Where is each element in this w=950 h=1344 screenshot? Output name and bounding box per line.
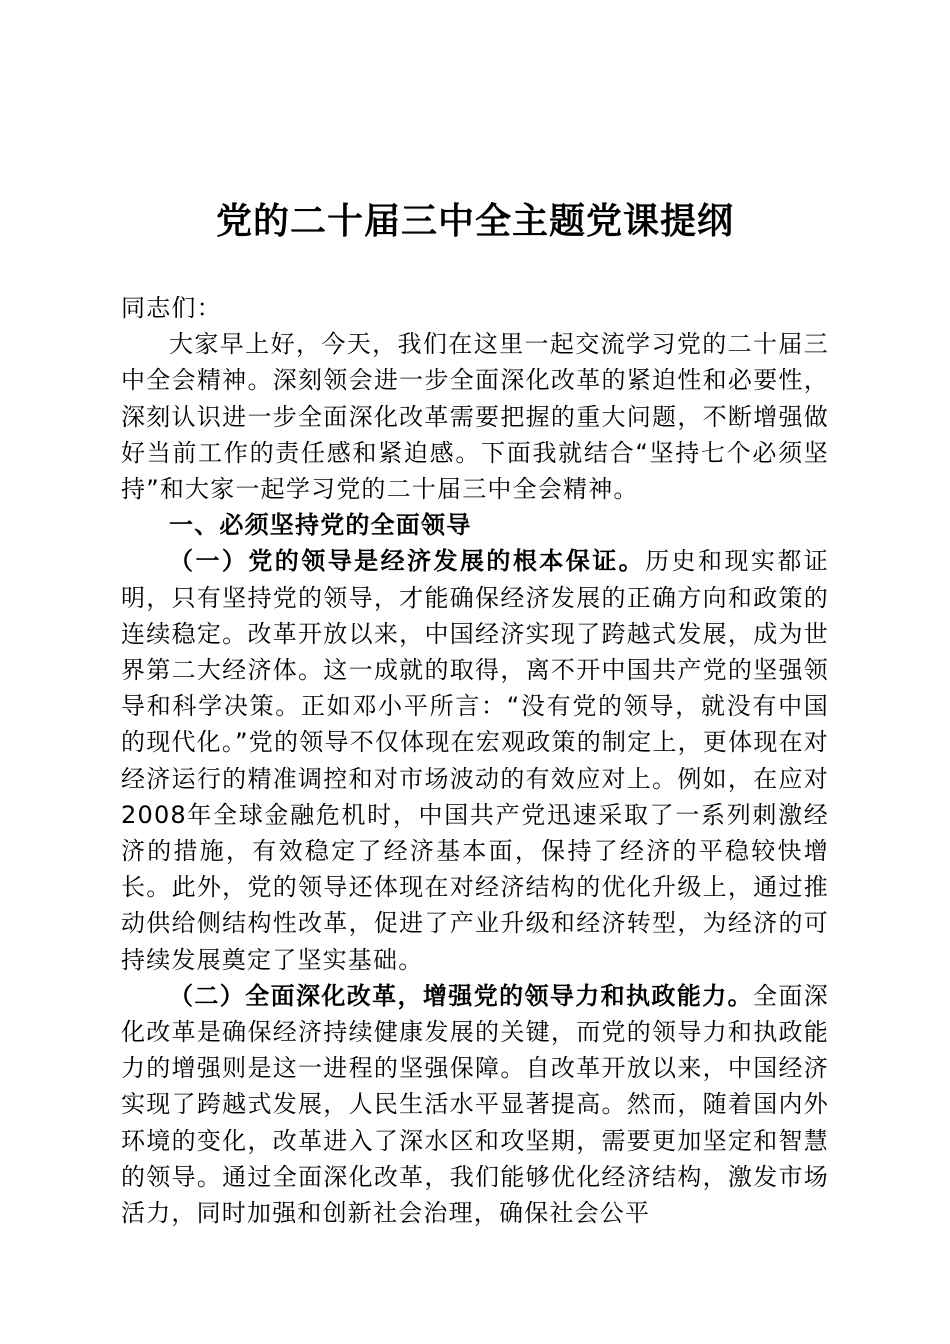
section-heading: 一、必须坚持党的全面领导 (169, 511, 472, 540)
intro-paragraph: 大家早上好，今天，我们在这里一起交流学习党的二十届三中全会精神。深刻领会进一步全面深化改革的紧迫性和必要性，深刻认识进一步全面深化改革需要把握的重大问题，不断增强做好当前工作的责任感和紧迫感。下面我就结合“坚持七个必须坚持”和大家一起学习党的二十届三中全会精神。 (121, 330, 829, 504)
section-paragraph-1 (121, 543, 829, 977)
section-paragraph-2 (121, 978, 829, 1231)
paragraph-text: 历史和现实都证明，只有坚持党的领导，才能确保经济发展的正确方向和政策的连续稳定。改革开放以来，中国经济实现了跨越式发展，成为世界第二大经济体。这一成就的取得，离不开中国共产党的坚强领导和科学决策。正如邓小平所言：“没有党的领导，就没有中国的现代化。”党的领导不仅体现在宏观政策的制定上，更体现在对经济运行的精准调控和对市场波动的有效应对上。例如，在应对2008年全球金融危机时，中国共产党迅速采取了一系列刺激经济的措施，有效稳定了经济基本面，保持了经济的平稳较快增长。此外，党的领导还体现在对经济结构的优化升级上，通过推动供给侧结构性改革，促进了产业升级和经济转型，为经济的可持续发展奠定了坚实基础。 (121, 547, 829, 974)
paragraph-text: 全面深化改革是确保经济持续健康发展的关键，而党的领导力和执政能力的增强则是这一进程的坚强保障。自改革开放以来，中国经济实现了跨越式发展，人民生活水平显著提高。然而，随着国内外环境的变化，改革进入了深水区和攻坚期，需要更加坚定和智慧的领导。通过全面深化改革，我们能够优化经济结构，激发市场活力，同时加强和创新社会治理，确保社会公平 (121, 981, 829, 1228)
paragraph-subheading: （一）党的领导是经济发展的根本保证。 (169, 547, 646, 576)
paragraph-subheading: （二）全面深化改革，增强党的领导力和执政能力。 (169, 981, 753, 1010)
document-title: 党的二十届三中全主题党课提纲 (215, 200, 734, 242)
document-body (121, 290, 829, 1231)
greeting: 同志们： (121, 294, 222, 322)
